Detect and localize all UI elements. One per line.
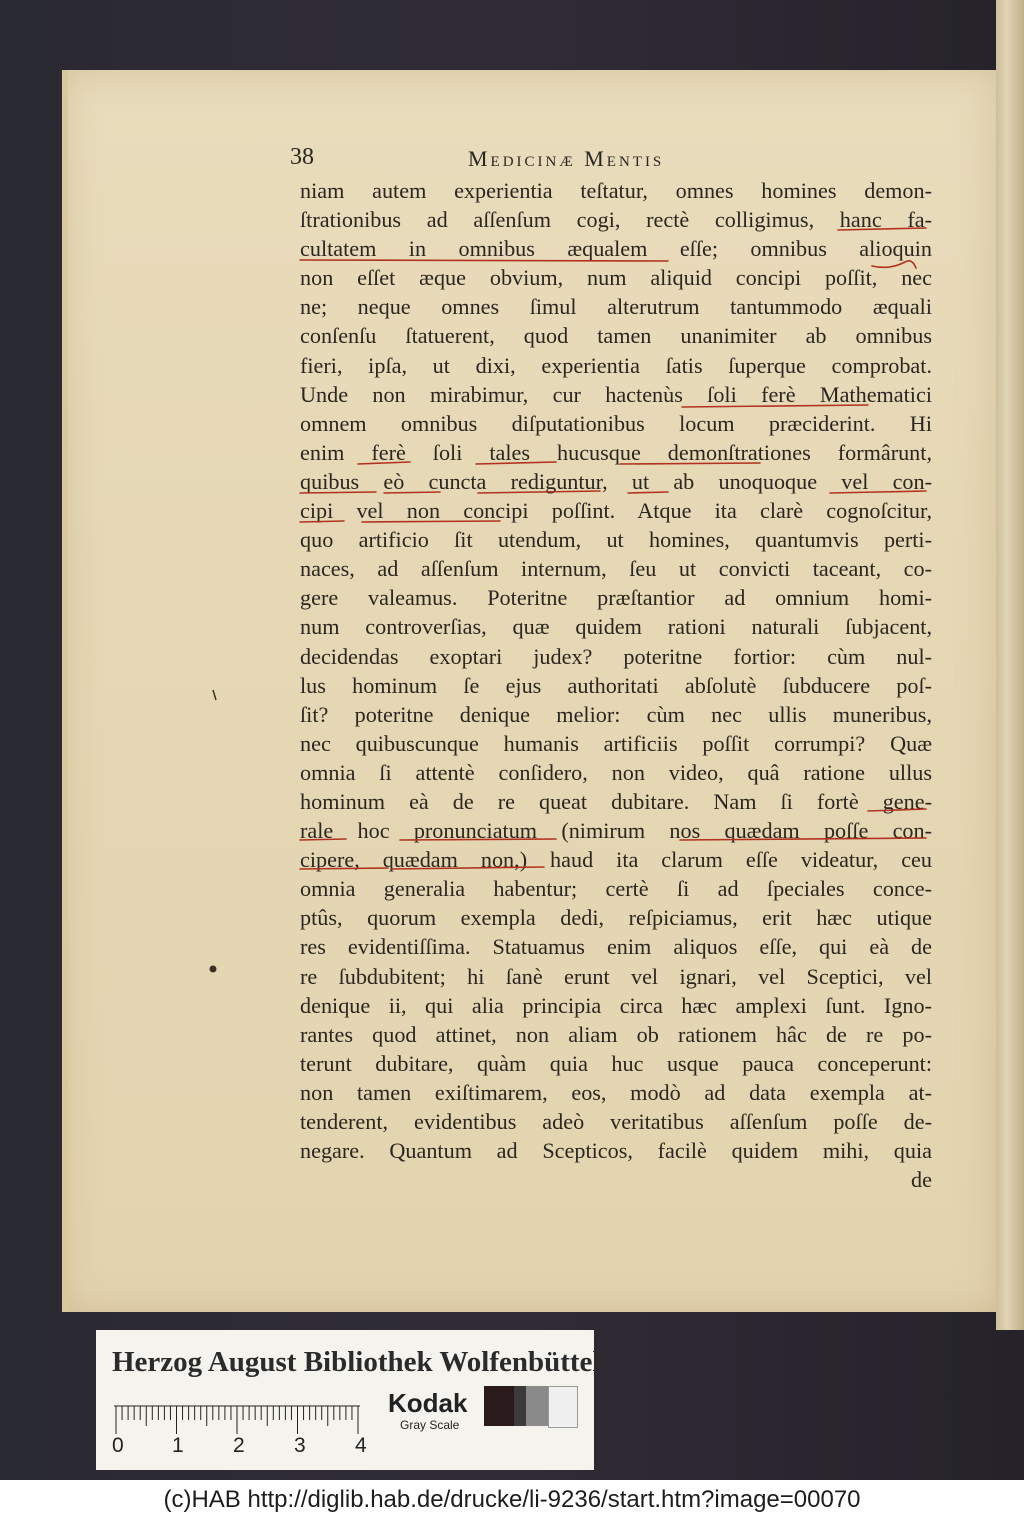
text-line: res evidentiſſima. Statuamus enim aliquos eſſe, qui eà de xyxy=(300,934,932,960)
text-line: re ſubdubitent; hi ſanè erunt vel ignari, vel Sceptici, vel xyxy=(300,963,932,989)
page-header xyxy=(290,144,940,178)
gray-swatch-white xyxy=(548,1386,578,1428)
text-line: non eſſet æque obvium, num aliquid concipi poſſit, nec xyxy=(300,265,932,291)
text-line: omnia generalia habentur; certè ſi ad ſpeciales conce- xyxy=(300,876,932,902)
text-line: cipi vel non concipi poſſint. Atque ita clarè cognoſcitur, xyxy=(300,498,932,524)
text-line: negare. Quantum ad Scepticos, facilè quidem mihi, quia xyxy=(300,1138,932,1164)
page-number: 38 xyxy=(290,144,314,170)
text-line: niam autem experientia teſtatur, omnes homines demon- xyxy=(300,178,932,203)
text-line: ptûs, quorum exempla dedi, reſpiciamus, erit hæc utique xyxy=(300,905,932,931)
text-line: omnia ſi attentè conſidero, non video, quâ ratione ullus xyxy=(300,759,932,785)
text-line: fieri, ipſa, ut dixi, experientia ſatis ſuperque comprobat. xyxy=(300,352,932,378)
running-head: Medicinæ Mentis xyxy=(468,146,665,171)
text-line: rale hoc pronunciatum (nimirum nos quædam poſſe con- xyxy=(300,818,932,844)
text-line: omnem omnibus diſputationibus locum præciderint. Hi xyxy=(300,410,932,436)
text-line: nec quibuscunque humanis artificiis poſſit corrumpi? Quæ xyxy=(300,730,932,756)
text-line: tenderent, evidentibus adeò veritatibus aſſenſum poſſe de- xyxy=(300,1109,932,1134)
text-line: non tamen exiſtimarem, eos, modò ad data exempla at- xyxy=(300,1079,932,1105)
text-line: quo artificio ſit utendum, ut homines, quantumvis perti- xyxy=(300,527,932,553)
text-line: Unde non mirabimur, cur hactenùs ſoli ferè Mathematici xyxy=(300,381,932,407)
text-line: ſtrationibus ad aſſenſum cogi, rectè colligimus, hanc fa- xyxy=(300,207,932,233)
text-line: naces, ad aſſenſum internum, ſeu ut convicti taceant, co- xyxy=(300,556,932,582)
text-line: hominum eà de re queat dubitare. Nam ſi fortè gene- xyxy=(300,788,932,814)
reference-card xyxy=(96,1330,601,1470)
footer-credit: (c)HAB http://diglib.hab.de/drucke/li-9236/start.htm?image=00070 xyxy=(163,1486,861,1513)
text-line: conſenſu ſtatuerent, quod tamen unanimiter ab omnibus xyxy=(300,323,932,349)
gray-scale-label: Gray Scale xyxy=(400,1418,460,1432)
library-name: Herzog August Bibliothek Wolfenbüttel xyxy=(112,1346,601,1378)
text-line: cipere, quædam non,) haud ita clarum eſſe videatur, ceu xyxy=(300,847,932,873)
gray-swatch-black xyxy=(484,1386,514,1426)
text-line: num controverſias, quæ quidem rationi naturali ſubjacent, xyxy=(300,614,932,640)
text-line: denique ii, qui alia principia circa hæc amplexi ſunt. Igno- xyxy=(300,992,932,1018)
text-line: gere valeamus. Poteritne præſtantior ad omnium homi- xyxy=(300,585,932,611)
kodak-brand: Kodak xyxy=(388,1388,468,1418)
text-line: decidendas exoptari judex? poteritne fortior: cùm nul- xyxy=(300,643,932,669)
ruler-label-3: 3 xyxy=(294,1434,306,1457)
gray-swatch-mid xyxy=(526,1386,548,1426)
text-line: ſit? poteritne denique melior: cùm nec ullis muneribus, xyxy=(300,701,932,727)
catchword: de xyxy=(911,1167,932,1193)
text-line: lus hominum ſe ejus authoritati abſolutè ſubducere poſ- xyxy=(300,672,932,698)
text-line: terunt dubitare, quàm quia huc usque pauca conceperunt: xyxy=(300,1050,932,1076)
ruler-label-2: 2 xyxy=(233,1434,245,1457)
adjacent-page-edge xyxy=(996,0,1024,1330)
text-line: cultatem in omnibus æqualem eſſe; omnibus alioquin xyxy=(300,236,932,262)
text-line: rantes quod attinet, non aliam ob rationem hâc de re po- xyxy=(300,1021,932,1047)
body-text xyxy=(300,176,932,1194)
text-line: ne; neque omnes ſimul alterutrum tantummodo æquali xyxy=(300,294,932,320)
gray-swatch-dark xyxy=(514,1386,526,1426)
page-gutter-edge xyxy=(62,70,68,1312)
footer-bar xyxy=(0,1480,1024,1523)
ruler-label-4: 4 xyxy=(355,1434,367,1457)
ruler-label-0: 0 xyxy=(112,1434,124,1457)
text-line: enim ferè ſoli tales hucusque demonſtrationes formârunt, xyxy=(300,439,932,465)
ruler-label-1: 1 xyxy=(172,1434,184,1457)
text-line: quibus eò cuncta rediguntur, ut ab unoquoque vel con- xyxy=(300,468,932,494)
